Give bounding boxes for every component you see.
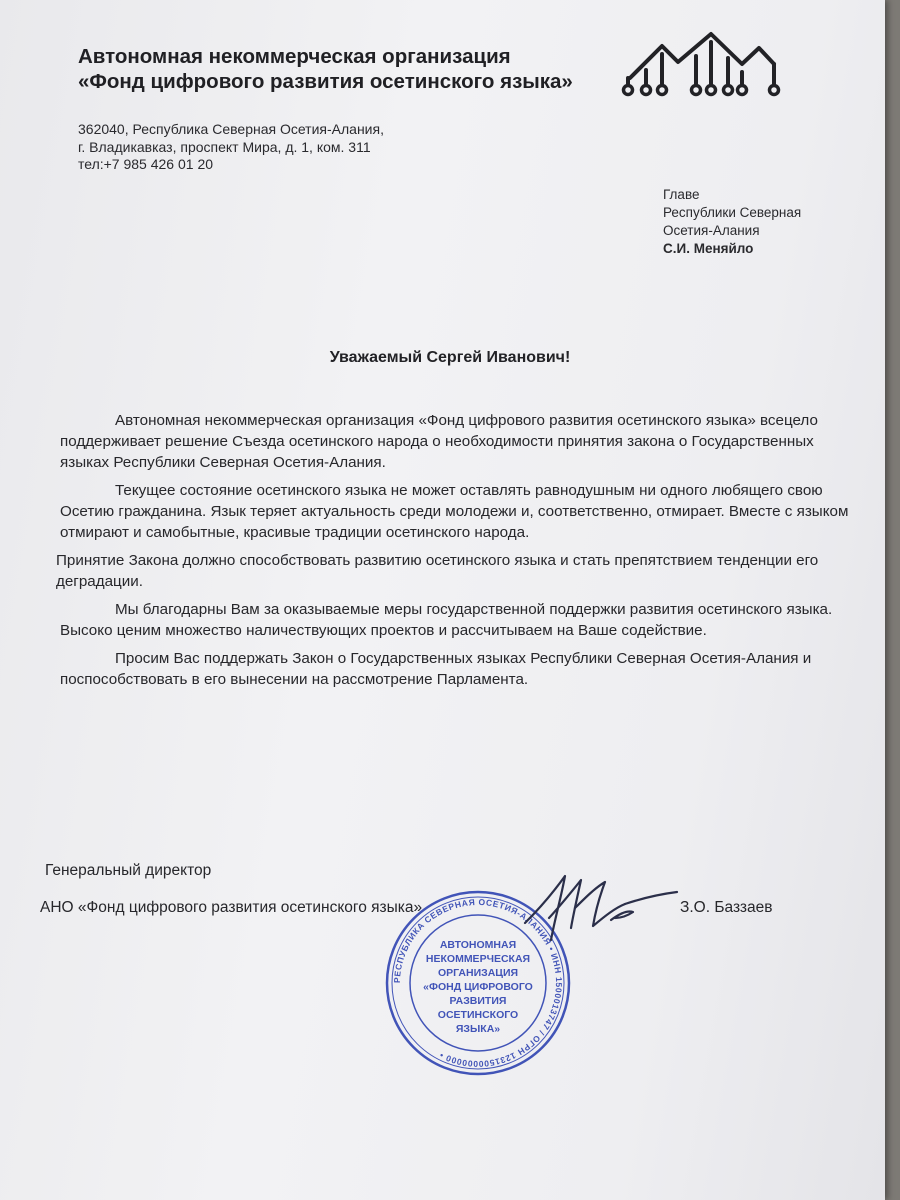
- address-phone: тел:+7 985 426 01 20: [78, 156, 214, 172]
- address-line-1: 362040, Республика Северная Осетия-Алания,: [78, 121, 384, 137]
- stamp-line-7: ЯЗЫКА»: [455, 1023, 501, 1035]
- recipient-line-1: Главе: [663, 187, 700, 202]
- paragraph-5: Просим Вас поддержать Закон о Государственных языках Республики Северная Осетия-Алания и поспособствовать в его вынесении на рассмотрение Парламента.: [60, 650, 812, 688]
- signatory-organization: АНО «Фонд цифрового развития осетинского языка»: [40, 899, 423, 916]
- stamp-line-2: НЕКОММЕРЧЕСКАЯ: [425, 953, 531, 965]
- address-line-2: г. Владикавказ, проспект Мира, д. 1, ком. 311: [78, 138, 371, 155]
- stamp-line-5: РАЗВИТИЯ: [449, 995, 507, 1007]
- recipient-line-2: Республики Северная: [663, 205, 802, 220]
- handwritten-signature: [515, 868, 685, 948]
- org-title-line-2: «Фонд цифрового развития осетинского языка»: [78, 70, 573, 93]
- signatory-name: З.О. Баззаев: [680, 899, 773, 916]
- stamp-line-1: АВТОНОМНАЯ: [439, 939, 517, 951]
- signatory-role: Генеральный директор: [45, 862, 212, 879]
- stamp-line-3: ОРГАНИЗАЦИЯ: [437, 967, 519, 979]
- mountain-circuit-logo-icon: [618, 28, 788, 102]
- paragraph-3: Принятие Закона должно способствовать развитию осетинского языка и стать препятствием тенденции его деградации.: [56, 552, 819, 590]
- recipient-block: [663, 186, 801, 258]
- paragraph-2: Текущее состояние осетинского языка не может оставлять равнодушным ни одного любящего свою Осетию гражданина. Язык теряет актуальность среди молодежи и, соответственно, отмирает. Вместе с языком отмирают и самобытные, красивые традиции осетинского народа.: [60, 482, 849, 541]
- stamp-line-4: «ФОНД ЦИФРОВОГО: [423, 981, 533, 993]
- recipient-name: С.И. Меняйло: [663, 241, 754, 256]
- stamp-ring-text: РЕСПУБЛИКА СЕВЕРНАЯ ОСЕТИЯ-АЛАНИЯ • ИНН 1500013747 / ОГРН 1231500000000 •: [391, 896, 565, 1070]
- paragraph-1: Автономная некоммерческая организация «Фонд цифрового развития осетинского языка» всецело поддерживает решение Съезда осетинского народа о необходимости принятия закона о Государственных языках Республики Северная Осетия-Алания.: [60, 412, 818, 471]
- greeting: Уважаемый Сергей Иванович!: [329, 349, 571, 366]
- org-title-line-1: Автономная некоммерческая организация: [78, 45, 511, 68]
- sender-address: [78, 121, 384, 174]
- paragraph-4: Мы благодарны Вам за оказываемые меры государственной поддержки развития осетинского языка. Высоко ценим множество наличествующих проектов и рассчитываем на Ваше содействие.: [60, 601, 833, 639]
- stamp-line-6: ОСЕТИНСКОГО: [437, 1009, 519, 1021]
- organization-title: [78, 44, 638, 94]
- letter-body: [56, 410, 850, 697]
- recipient-line-3: Осетия-Алания: [663, 223, 760, 238]
